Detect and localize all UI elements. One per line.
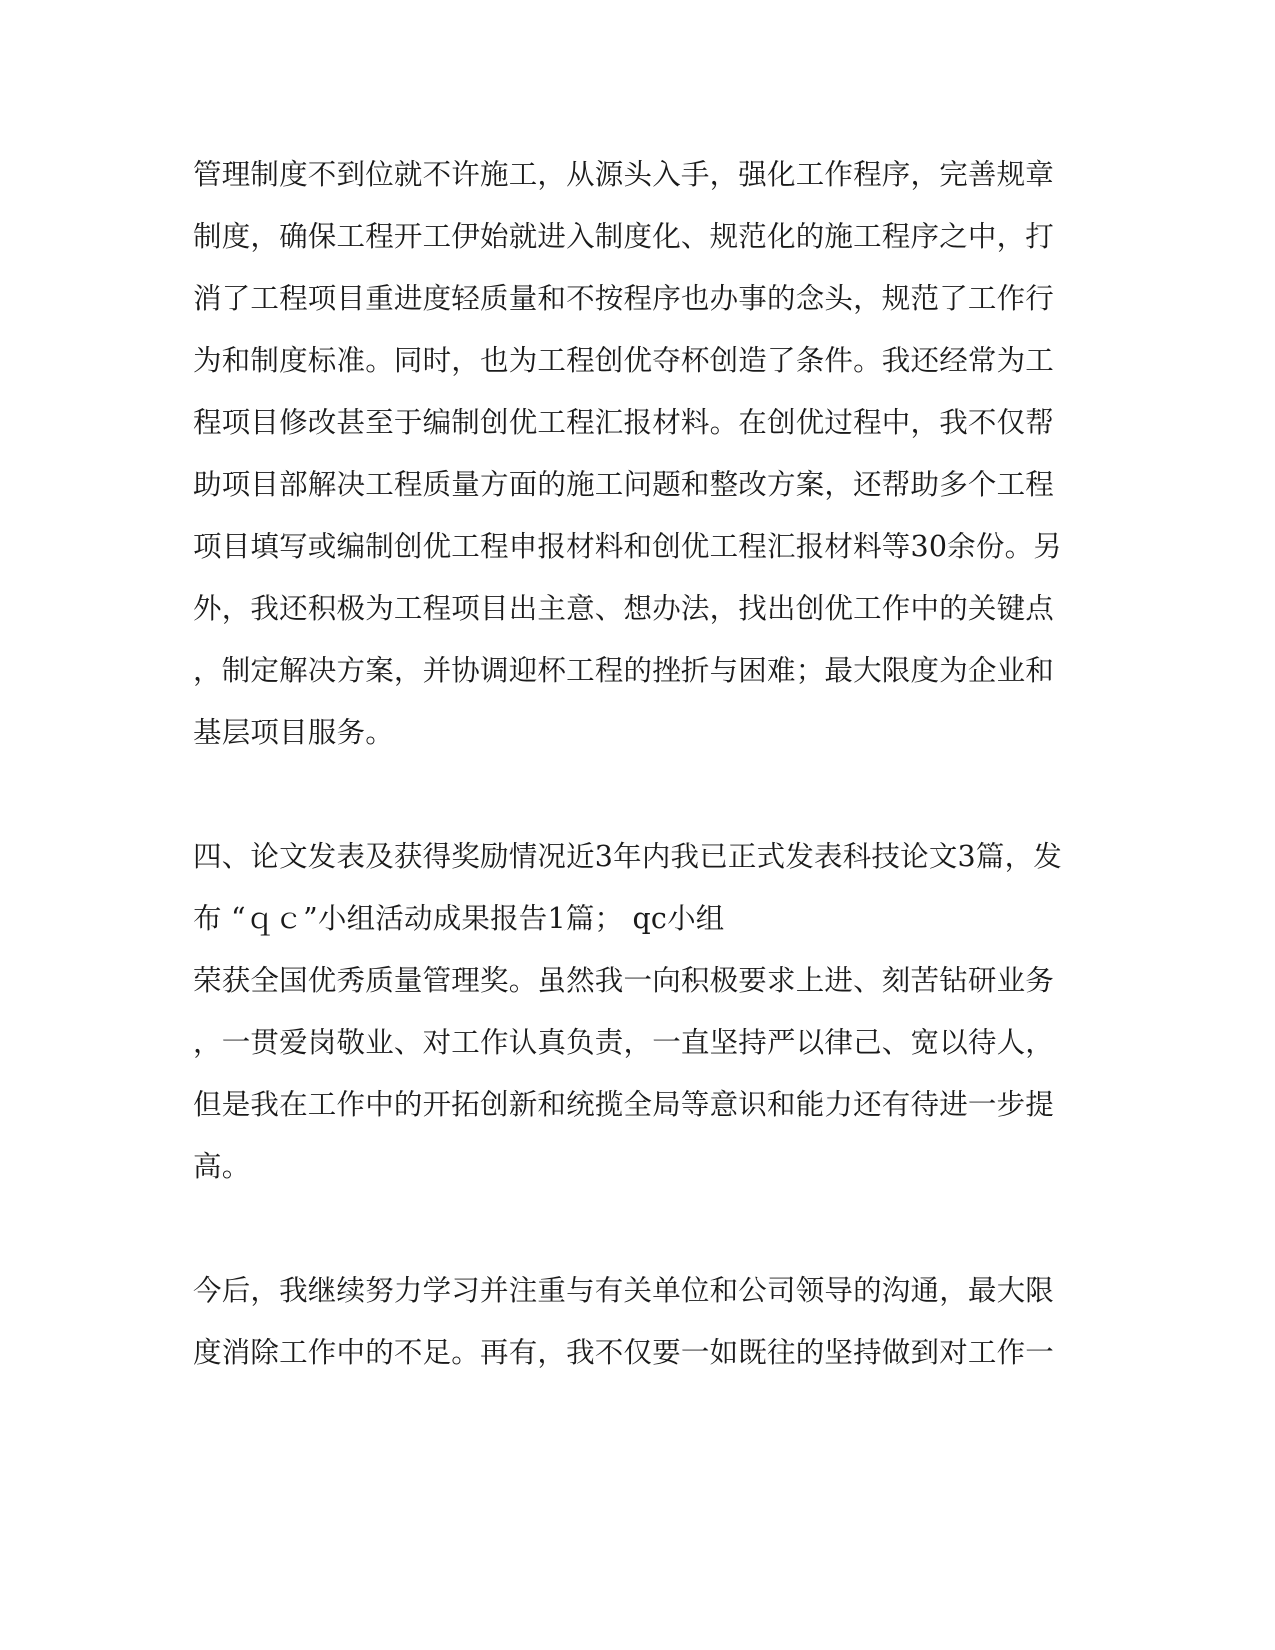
text-line: 项目填写或编制创优工程申报材料和创优工程汇报材料等30余份。另 xyxy=(193,530,1062,563)
text-line: 今后，我继续努力学习并注重与有关单位和公司领导的沟通，最大限 xyxy=(193,1274,1055,1307)
text-line: 荣获全国优秀质量管理奖。虽然我一向积极要求上进、刻苦钻研业务 xyxy=(193,964,1055,997)
text-line: 但是我在工作中的开拓创新和统揽全局等意识和能力还有待进一步提 xyxy=(193,1088,1055,1121)
text-line: 度消除工作中的不足。再有，我不仅要一如既往的坚持做到对工作一 xyxy=(193,1336,1055,1369)
text-line: 高。 xyxy=(193,1150,251,1183)
text-line: 程项目修改甚至于编制创优工程汇报材料。在创优过程中，我不仅帮 xyxy=(193,406,1055,439)
text-line: 四、论文发表及获得奖励情况近3年内我已正式发表科技论文3篇，发 xyxy=(193,840,1062,873)
text-line: 管理制度不到位就不许施工，从源头入手，强化工作程序，完善规章 xyxy=(193,158,1055,191)
text-line: 为和制度标准。同时，也为工程创优夺杯创造了条件。我还经常为工 xyxy=(193,344,1055,377)
text-line: 基层项目服务。 xyxy=(193,716,394,749)
text-line: 制度，确保工程开工伊始就进入制度化、规范化的施工程序之中，打 xyxy=(193,220,1055,253)
text-line: 助项目部解决工程质量方面的施工问题和整改方案，还帮助多个工程 xyxy=(193,468,1055,501)
text-line: 外，我还积极为工程项目出主意、想办法，找出创优工作中的关键点 xyxy=(193,592,1055,625)
text-line: ，制定解决方案，并协调迎杯工程的挫折与困难；最大限度为企业和 xyxy=(193,654,1055,687)
text-line: 消了工程项目重进度轻质量和不按程序也办事的念头，规范了工作行 xyxy=(193,282,1055,315)
text-line: 布 “ｑｃ”小组活动成果报告1篇； qc小组 xyxy=(193,902,725,935)
text-line: ，一贯爱岗敬业、对工作认真负责，一直坚持严以律己、宽以待人， xyxy=(193,1026,1055,1059)
